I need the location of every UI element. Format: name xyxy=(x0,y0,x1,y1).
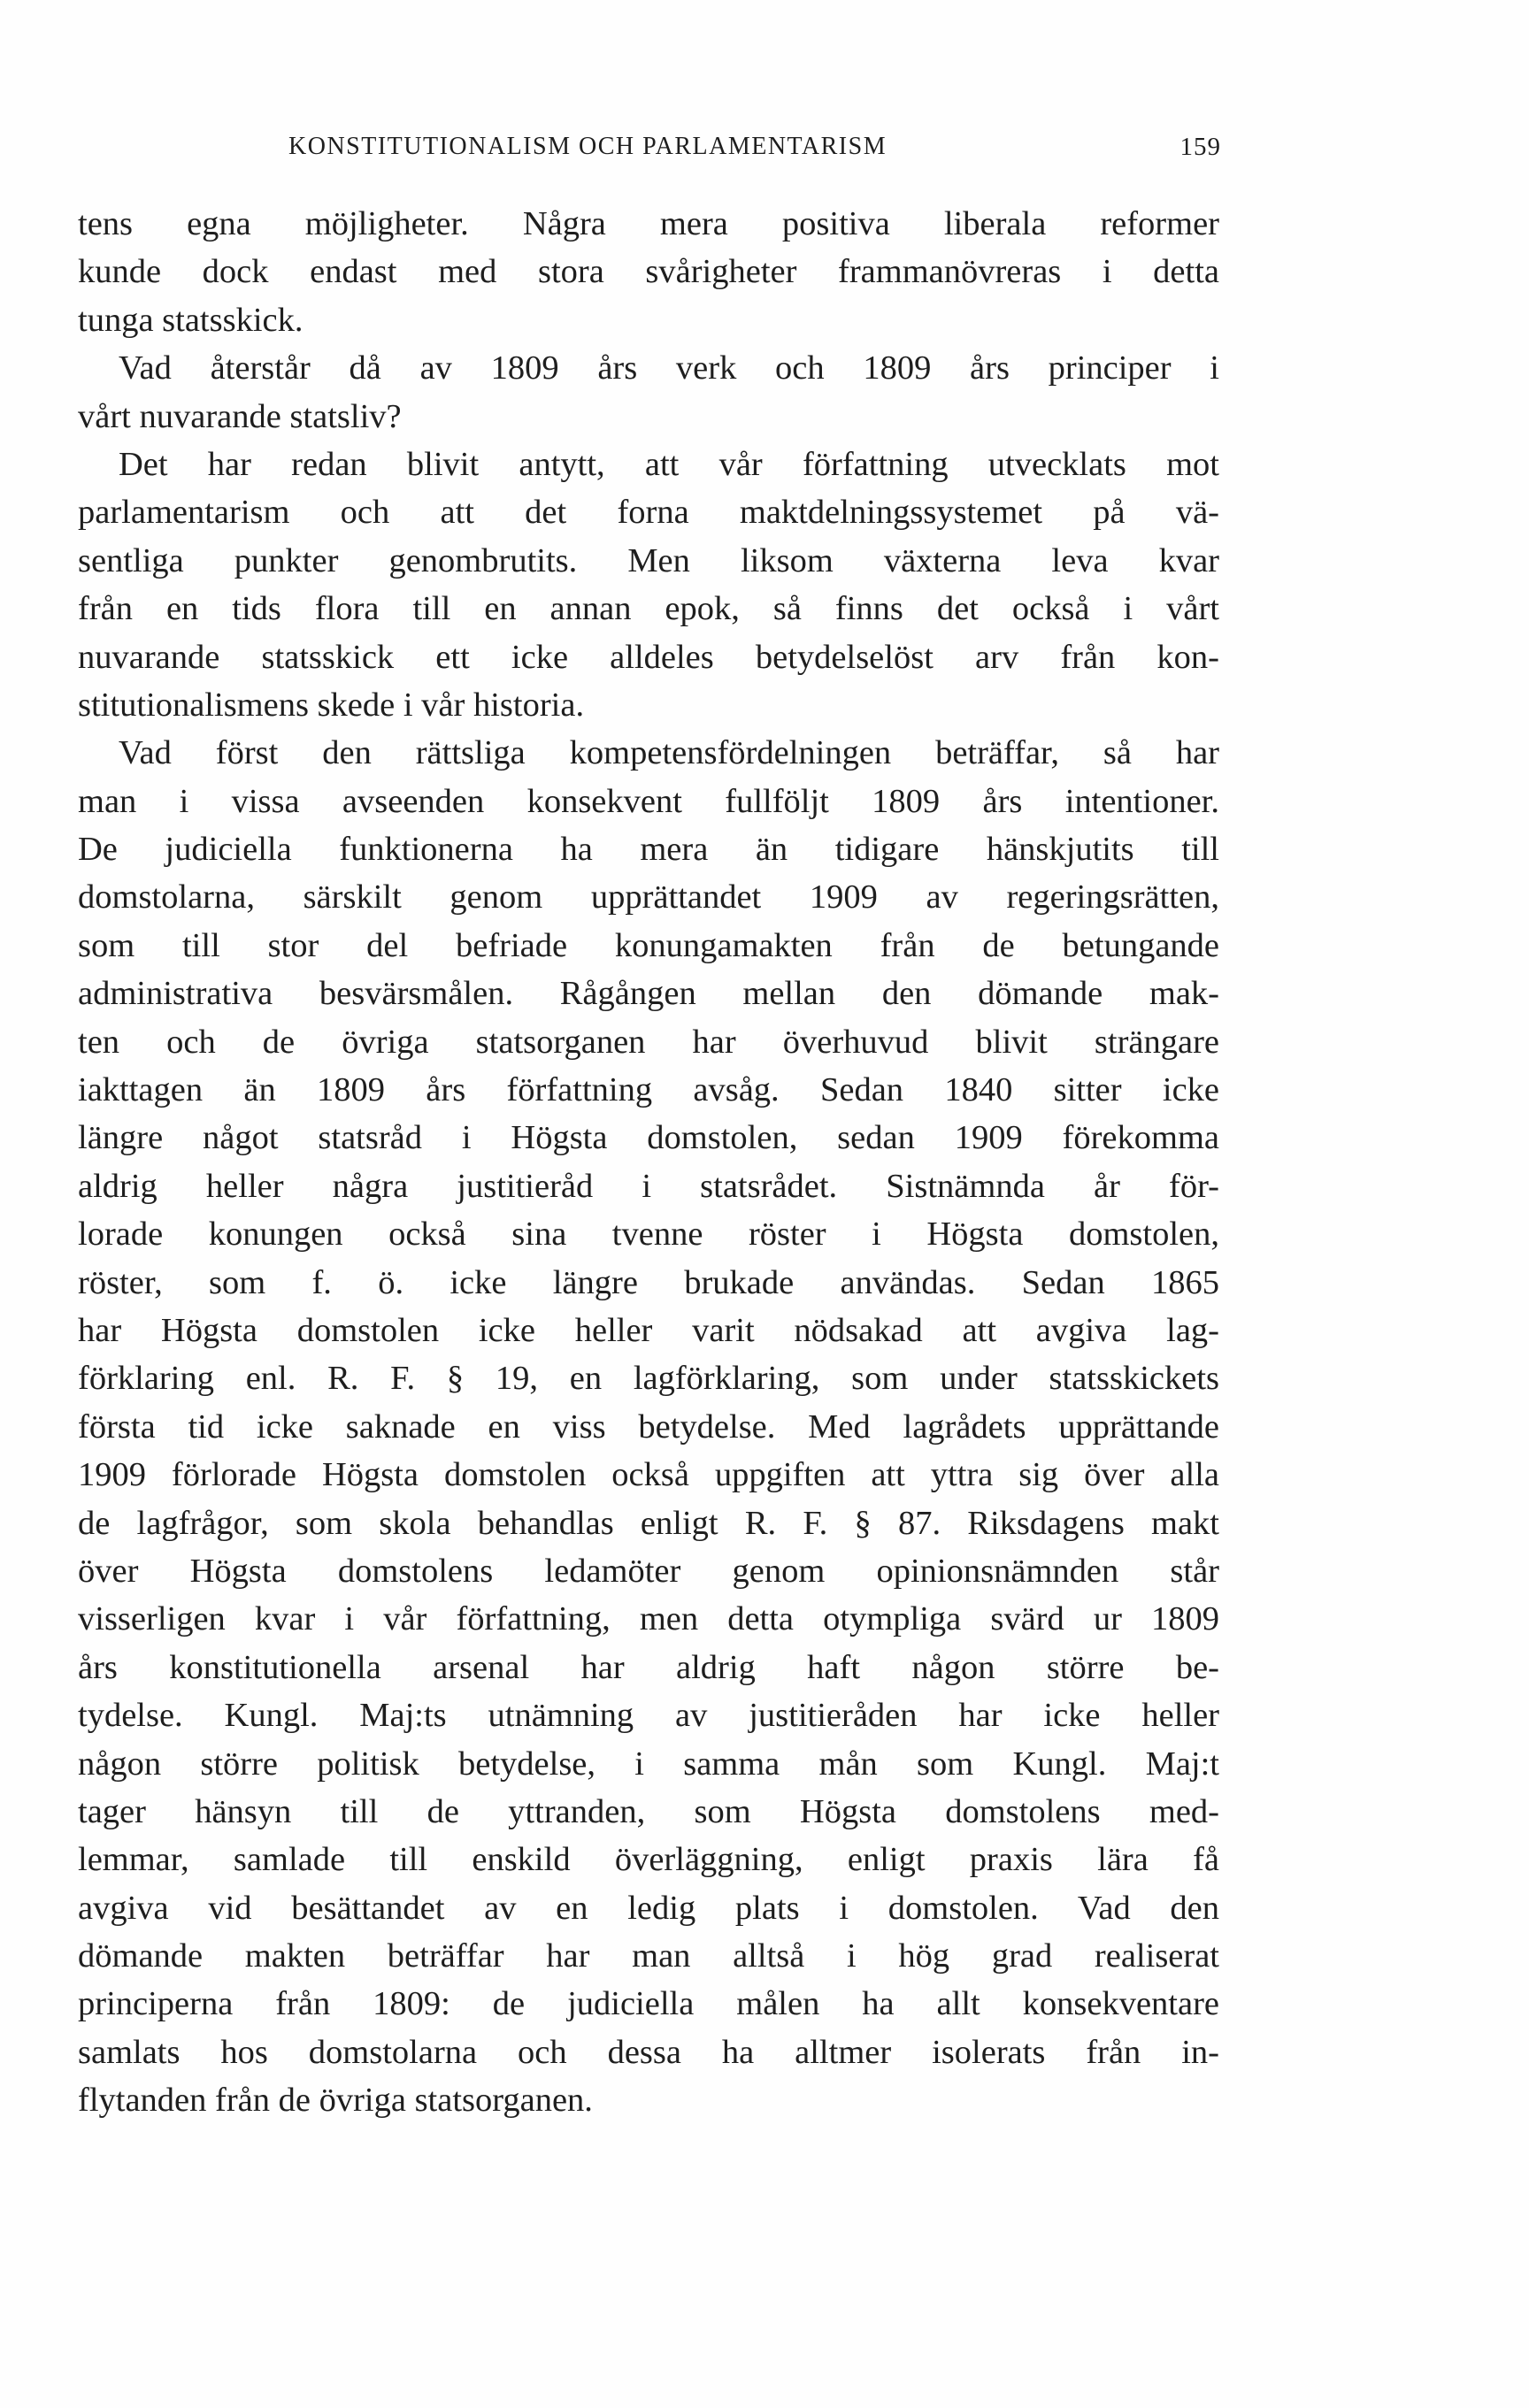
text-line: Vad först den rättsliga kompetensfördelningen beträffar, så har xyxy=(119,734,1219,772)
text-line: flytanden från de övriga statsorganen. xyxy=(78,2082,593,2120)
text-line: tydelse. Kungl. Maj:ts utnämning av justitieråden har icke heller xyxy=(78,1697,1219,1735)
body-text xyxy=(78,200,1219,2125)
text-line: dömande makten beträffar har man alltså i hög grad realiserat xyxy=(78,1937,1219,1975)
text-line: man i vissa avseenden konsekvent fullföljt 1809 års intentioner. xyxy=(78,782,1219,820)
text-line: röster, som f. ö. icke längre brukade användas. Sedan 1865 xyxy=(78,1263,1219,1301)
text-line: nuvarande statsskick ett icke alldeles betydelselöst arv från kon- xyxy=(78,638,1219,676)
text-line: kunde dock endast med stora svårigheter frammanövreras i detta xyxy=(78,253,1219,291)
text-line: sentliga punkter genombrutits. Men liksom växterna leva kvar xyxy=(78,541,1219,579)
text-line: ten och de övriga statsorganen har överhuvud blivit strängare xyxy=(78,1023,1219,1061)
text-line: domstolarna, särskilt genom upprättandet 1909 av regeringsrätten, xyxy=(78,878,1219,916)
text-line: tens egna möjligheter. Några mera positiva liberala reformer xyxy=(78,205,1219,242)
text-line: de lagfrågor, som skola behandlas enligt R. F. § 87. Riksdagens makt xyxy=(78,1504,1219,1542)
page-number: 159 xyxy=(1179,133,1221,161)
text-line: vårt nuvarande statsliv? xyxy=(78,397,402,435)
text-line: års konstitutionella arsenal har aldrig haft någon större be- xyxy=(78,1648,1219,1686)
text-line: samlats hos domstolarna och dessa ha alltmer isolerats från in- xyxy=(78,2033,1219,2071)
text-line: någon större politisk betydelse, i samma mån som Kungl. Maj:t xyxy=(78,1745,1219,1783)
text-line: tager hänsyn till de yttranden, som Högsta domstolens med- xyxy=(78,1792,1219,1830)
text-line: har Högsta domstolen icke heller varit nödsakad att avgiva lag- xyxy=(78,1311,1219,1349)
text-line: Det har redan blivit antytt, att vår författning utvecklats mot xyxy=(119,445,1219,483)
text-line: från en tids flora till en annan epok, så finns det också i vårt xyxy=(78,590,1219,628)
text-line: förklaring enl. R. F. § 19, en lagförklaring, som under statsskickets xyxy=(78,1360,1219,1398)
text-line: parlamentarism och att det forna maktdelningssystemet på vä- xyxy=(78,494,1219,532)
text-line: avgiva vid besättandet av en ledig plats i domstolen. Vad den xyxy=(78,1889,1219,1927)
text-line: principerna från 1809: de judiciella målen ha allt konsekventare xyxy=(78,1985,1219,2023)
text-line: 1909 förlorade Högsta domstolen också uppgiften att yttra sig över alla xyxy=(78,1456,1219,1494)
text-line: tunga statsskick. xyxy=(78,301,303,339)
running-title: KONSTITUTIONALISM OCH PARLAMENTARISM xyxy=(288,133,887,160)
text-line: iakttagen än 1809 års författning avsåg. Sedan 1840 sitter icke xyxy=(78,1071,1219,1109)
text-line: lemmar, samlade till enskild överläggning, enligt praxis lära få xyxy=(78,1841,1219,1879)
text-line: som till stor del befriade konungamakten från de betungande xyxy=(78,926,1219,964)
text-line: första tid icke saknade en viss betydelse. Med lagrådets upprättande xyxy=(78,1407,1219,1446)
text-line: administrativa besvärsmålen. Rågången mellan den dömande mak- xyxy=(78,975,1219,1013)
text-line: lorade konungen också sina tvenne röster i Högsta domstolen, xyxy=(78,1216,1219,1254)
page-header xyxy=(78,133,1221,172)
text-line: visserligen kvar i vår författning, men detta otympliga svärd ur 1809 xyxy=(78,1600,1219,1638)
text-line: längre något statsråd i Högsta domstolen, sedan 1909 förekomma xyxy=(78,1119,1219,1157)
text-line: aldrig heller några justitieråd i statsrådet. Sistnämnda år för- xyxy=(78,1167,1219,1205)
text-line: stitutionalismens skede i vår historia. xyxy=(78,686,585,724)
text-line: Vad återstår då av 1809 års verk och 1809 års principer i xyxy=(119,349,1219,387)
text-line: De judiciella funktionerna ha mera än tidigare hänskjutits till xyxy=(78,831,1219,869)
text-line: över Högsta domstolens ledamöter genom opinionsnämnden står xyxy=(78,1552,1219,1590)
